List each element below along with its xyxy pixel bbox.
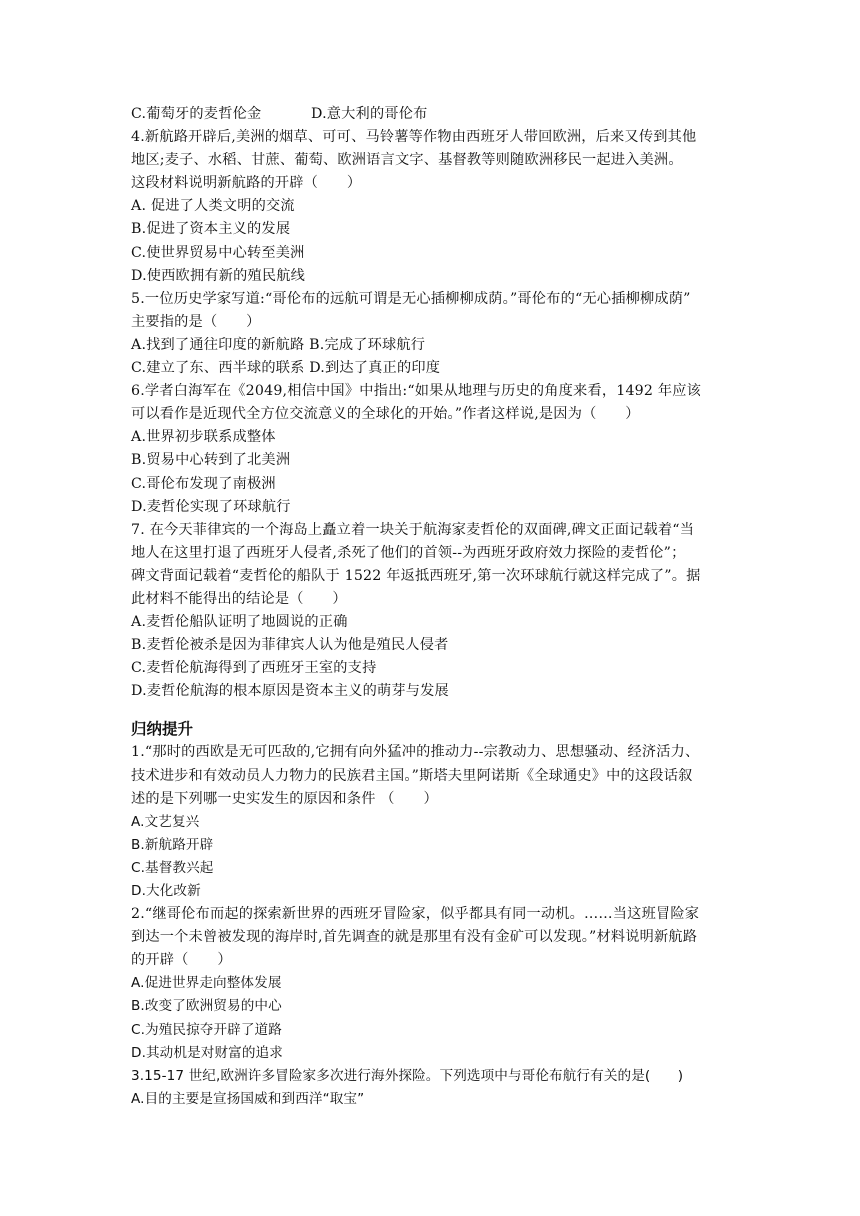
section-spacer xyxy=(131,703,735,717)
review-question-1-option-b: B.新航路开辟 xyxy=(131,836,214,853)
review-question-1-line-1: 1.“那时的西欧是无可匹敌的,它拥有向外猛冲的推动力--宗教动力、思想骚动、经济活力、 xyxy=(131,744,700,761)
review-question-2-line-3: 的开辟（ ） xyxy=(131,952,232,969)
review-question-2-option-a: A.促进世界走向整体发展 xyxy=(131,975,282,992)
question-4-option-b: B.促进了资本主义的发展 xyxy=(131,221,291,238)
review-question-1-line-2: 技术进步和有效动员人力物力的民族君主国。”斯塔夫里阿诺斯《全球通史》中的这段话叙 xyxy=(131,767,693,784)
question-6-option-d: D.麦哲伦实现了环球航行 xyxy=(131,498,291,515)
question-3-options-cd xyxy=(131,103,735,126)
question-5-options-ab: A.找到了通往印度的新航路 B.完成了环球航行 xyxy=(131,336,426,353)
question-4-option-d: D.使西欧拥有新的殖民航线 xyxy=(131,267,306,284)
question-6-line-1: 6.学者白海军在《2049,相信中国》中指出:“如果从地理与历史的角度来看，1492 年应该 xyxy=(131,383,702,400)
question-6-line-2: 可以看作是近现代全方位交流意义的全球化的开始。”作者这样说,是因为（ ） xyxy=(131,406,640,423)
question-5-options-cd: C.建立了东、西半球的联系 D.到达了真正的印度 xyxy=(131,360,441,377)
review-question-2-line-1: 2.“继哥伦布而起的探索新世界的西班牙冒险家，似乎都具有同一动机。……当这班冒险家 xyxy=(131,906,700,923)
section-heading: 归纳提升 xyxy=(131,720,194,739)
question-7-line-3: 碑文背面记载着“麦哲伦的船队于 1522 年返抵西班牙,第一次环球航行就这样完成了”。据 xyxy=(131,567,701,584)
option-c: C.葡萄牙的麦哲伦金 xyxy=(131,106,262,122)
question-7-line-1: 7. 在今天菲律宾的一个海岛上矗立着一块关于航海家麦哲伦的双面碑,碑文正面记载着“当 xyxy=(131,521,695,538)
review-question-1-option-a: A.文艺复兴 xyxy=(131,813,200,830)
question-4-option-a: A. 促进了人类文明的交流 xyxy=(131,198,295,215)
question-7-option-a: A.麦哲伦船队证明了地圆说的正确 xyxy=(131,614,348,631)
question-5-line-2: 主要指的是（ ） xyxy=(131,313,261,330)
question-7-option-c: C.麦哲伦航海得到了西班牙王室的支持 xyxy=(131,660,377,677)
review-question-2-line-2: 到达一个未曾被发现的海岸时,首先调查的就是那里有没有金矿可以发现。”材料说明新航路 xyxy=(131,929,698,946)
question-4-option-c: C.使世界贸易中心转至美洲 xyxy=(131,244,305,261)
review-question-2-option-c: C.为殖民掠夺开辟了道路 xyxy=(131,1021,282,1038)
question-4-line-3: 这段材料说明新航路的开辟（ ） xyxy=(131,175,362,192)
review-question-1-line-3: 述的是下列哪一史实发生的原因和条件 （ ） xyxy=(131,790,438,807)
review-question-3-line-1: 3.15-17 世纪,欧洲许多冒险家多次进行海外探险。下列选项中与哥伦布航行有关的是( ) xyxy=(131,1067,684,1084)
question-6-option-a: A.世界初步联系成整体 xyxy=(131,429,276,446)
question-7-line-2: 地人在这里打退了西班牙人侵者,杀死了他们的首领--为西班牙政府效力探险的麦哲伦”； xyxy=(131,544,686,561)
review-question-2-option-d: D.其动机是对财富的追求 xyxy=(131,1044,283,1061)
question-7-option-d: D.麦哲伦航海的根本原因是资本主义的萌芽与发展 xyxy=(131,683,449,700)
option-d: D.意大利的哥伦布 xyxy=(311,106,428,122)
question-4-line-1: 4.新航路开辟后,美洲的烟草、可可、马铃薯等作物由西班牙人带回欧洲，后来又传到其他 xyxy=(131,129,697,146)
question-6-option-b: B.贸易中心转到了北美洲 xyxy=(131,452,291,469)
review-question-1-option-c: C.基督教兴起 xyxy=(131,859,214,876)
question-4-line-2: 地区;麦子、水稻、甘蔗、葡萄、欧洲语言文字、基督教等则随欧洲移民一起进入美洲。 xyxy=(131,152,683,169)
question-5-line-1: 5.一位历史学家写道:“哥伦布的远航可谓是无心插柳柳成荫。”哥伦布的“无心插柳柳成荫” xyxy=(131,290,691,307)
review-question-3-option-a: A.目的主要是宣扬国威和到西洋“取宝” xyxy=(131,1090,365,1107)
question-6-option-c: C.哥伦布发现了南极洲 xyxy=(131,475,276,492)
document-page xyxy=(131,103,735,1111)
review-question-1-option-d: D.大化改新 xyxy=(131,883,201,899)
question-7-option-b: B.麦哲伦被杀是因为菲律宾人认为他是殖民人侵者 xyxy=(131,637,449,654)
review-question-2-option-b: B.改变了欧洲贸易的中心 xyxy=(131,998,282,1015)
question-7-line-4: 此材料不能得出的结论是（ ） xyxy=(131,590,347,607)
